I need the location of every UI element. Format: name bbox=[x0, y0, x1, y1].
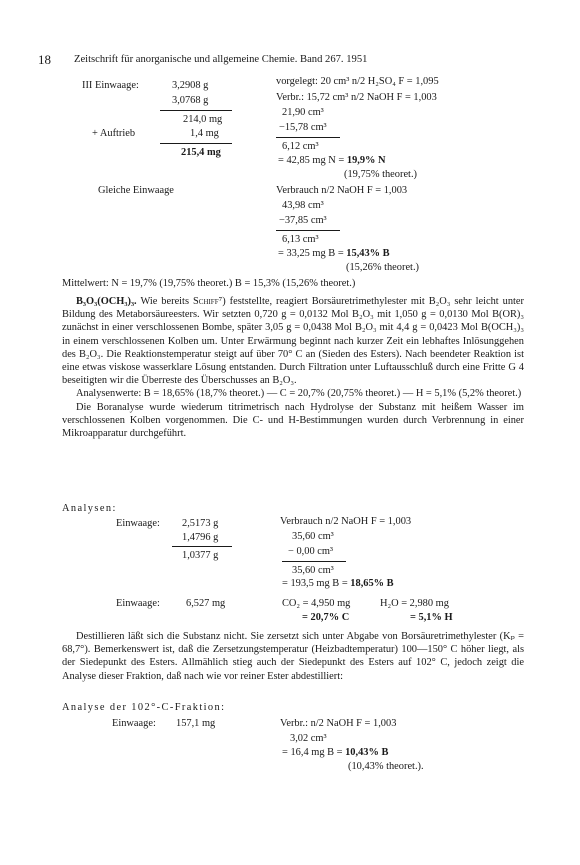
result-line: 35,60 cm³ bbox=[292, 565, 334, 576]
result-line: −37,85 cm³ bbox=[279, 215, 327, 226]
weight-sum: 215,4 mg bbox=[181, 147, 221, 158]
mittelwert-line: Mittelwert: N = 19,7% (19,75% theoret.) B = 15,3% (15,26% theoret.) bbox=[62, 278, 356, 289]
gleiche-einwaage-label: Gleiche Einwaage bbox=[98, 185, 174, 196]
result-boron: = 16,4 mg B = 10,43% B bbox=[282, 747, 389, 758]
result-line: 21,90 cm³ bbox=[282, 107, 324, 118]
einwaage-label: Einwaage: bbox=[112, 718, 156, 729]
sum-rule bbox=[276, 137, 340, 138]
sum-rule bbox=[282, 561, 346, 562]
boranalyse-paragraph: Die Boranalyse wurde wiederum titrimetrisch nach Hydrolyse der Substanz mit heißem Wasser im verschlossenen Kolben vorgenommen. Die C- und H-Bestimmungen wurden durch Verbrennung in einer Mikroapparatur durchgeführt. bbox=[62, 401, 524, 440]
weight-value: 157,1 mg bbox=[176, 718, 216, 729]
weight-2: 1,4796 g bbox=[182, 532, 219, 543]
result-boron: = 33,25 mg B = 15,43% B bbox=[278, 248, 390, 259]
weight-diff: 214,0 mg bbox=[183, 114, 223, 125]
result-line: 3,02 cm³ bbox=[290, 733, 327, 744]
einwaage-label: Einwaage: bbox=[116, 598, 160, 609]
carbon-result: = 20,7% C bbox=[302, 612, 350, 623]
running-header: Zeitschrift für anorganische und allgemeine Chemie. Band 267. 1951 bbox=[74, 54, 368, 65]
sum-rule bbox=[160, 143, 232, 144]
result-line: Verbr.: n/2 NaOH F = 1,003 bbox=[280, 718, 397, 729]
theoretical-value: (15,26% theoret.) bbox=[346, 262, 419, 273]
sum-rule bbox=[172, 546, 232, 547]
result-line: − 0,00 cm³ bbox=[288, 546, 334, 557]
result-line: vorgelegt: 20 cm³ n/2 H₂SO₄ F = 1,095 bbox=[276, 76, 439, 87]
theoretical-value: (10,43% theoret.). bbox=[348, 761, 424, 772]
einwaage-label: Einwaage: bbox=[116, 518, 160, 529]
paragraph-metaborate: B₃O₃(OCH₃)₃. Wie bereits Schiff⁷) feststellte, reagiert Borsäuretrimethylester mit B₂O₃ sehr leicht unter Bildung des Metaborsäureesters. Wir setzten 0,720 g = 0,0132 Mol B₂O₃ mit 1,050 g = 0,0130 Mol B(OR)₃ zunächst in einer verschlossenen Bombe, später 3,05 g = 0,0438 Mol B₂O₃ mit 4,4 g = 0,0423 Mol B(OCH₃)₃ in einem verschlossenen Kolben um. Unter Erwärmung beginnt nach kurzer Zeit ein lebhaftes Inlösunggehen des B₂O₃. Die Reaktionstemperatur steigt auf über 70° C an (Sieden des Esters). Nach beendeter Reaktion ist eine etwas viskose wasserklare Lösung entstanden. Durch Filtration unter Luftausschluß durch eine Fritte G 4 beseitigten wir die Überreste des Überschusses an B₂O₃. Analysenwerte: B = 18,65% (18,7% theoret.) — C = 20,7% (20,75% theoret.) — H = 5,1% (5,2% theoret.) Die Boranalyse wurde wiederum titrimetrisch nach Hydrolyse der Substanz mit heißem Wasser im verschlossenen Kolben vorgenommen. Die C- und H-Bestimmungen wurden durch Verbrennung in einer Mikroapparatur durchgeführt. bbox=[62, 296, 524, 440]
result-line: 6,13 cm³ bbox=[282, 234, 319, 245]
result-line: 35,60 cm³ bbox=[292, 531, 334, 542]
analysenwerte-line: Analysenwerte: B = 18,65% (18,7% theoret.) — C = 20,7% (20,75% theoret.) — H = 5,1% (5,2% theoret.) bbox=[76, 388, 522, 400]
hydrogen-result: = 5,1% H bbox=[410, 612, 453, 623]
result-boron: = 193,5 mg B = 18,65% B bbox=[282, 578, 394, 589]
result-line: Verbrauch n/2 NaOH F = 1,003 bbox=[276, 185, 408, 196]
auftrieb-label: + Auftrieb bbox=[92, 128, 136, 139]
paragraph-destillation: Destillieren läßt sich die Substanz nicht. Sie zersetzt sich unter Abgabe von Borsäuretrimethylester (Kₚ = 68,7°). Bemerkenswert ist, daß die Zersetzungstemperatur (Heizbadtemperatur) 100—150° C höher liegt, als der Siedepunkt des Esters. Allmählich stieg auch der Siedepunkt des Esters auf 102° C, jedoch zeigt die Analyse dieser Fraktion, daß nach wie vor reiner Ester abdestilliert: bbox=[62, 631, 524, 682]
weight-1: 3,2908 g bbox=[172, 80, 209, 91]
fraction-analysis-heading: Analyse der 102°-C-Fraktion: bbox=[62, 702, 226, 713]
result-line: Verbrauch n/2 NaOH F = 1,003 bbox=[280, 516, 412, 527]
co2-value: CO₂ = 4,950 mg bbox=[282, 598, 351, 609]
auftrieb-value: 1,4 mg bbox=[190, 128, 219, 139]
page-number: 18 bbox=[38, 52, 51, 67]
author-reference: Schiff bbox=[192, 296, 219, 307]
result-line: Verbr.: 15,72 cm³ n/2 NaOH F = 1,003 bbox=[276, 92, 437, 103]
weight-2: 3,0768 g bbox=[172, 95, 209, 106]
weight-1: 2,5173 g bbox=[182, 518, 219, 529]
sum-rule bbox=[276, 230, 340, 231]
analysen-heading: Analysen: bbox=[62, 503, 117, 514]
result-line: 6,12 cm³ bbox=[282, 141, 319, 152]
compound-formula: B₃O₃(OCH₃)₃. bbox=[76, 296, 137, 307]
theoretical-value: (19,75% theoret.) bbox=[344, 169, 417, 180]
result-line: −15,78 cm³ bbox=[279, 122, 327, 133]
result-nitrogen: = 42,85 mg N = 19,9% N bbox=[278, 155, 386, 166]
h2o-value: H₂O = 2,980 mg bbox=[380, 598, 449, 609]
sum-rule bbox=[160, 110, 232, 111]
weight-diff: 1,0377 g bbox=[182, 550, 219, 561]
einwaage-iii-label: III Einwaage: bbox=[82, 80, 139, 91]
weight-value: 6,527 mg bbox=[186, 598, 226, 609]
result-line: 43,98 cm³ bbox=[282, 200, 324, 211]
